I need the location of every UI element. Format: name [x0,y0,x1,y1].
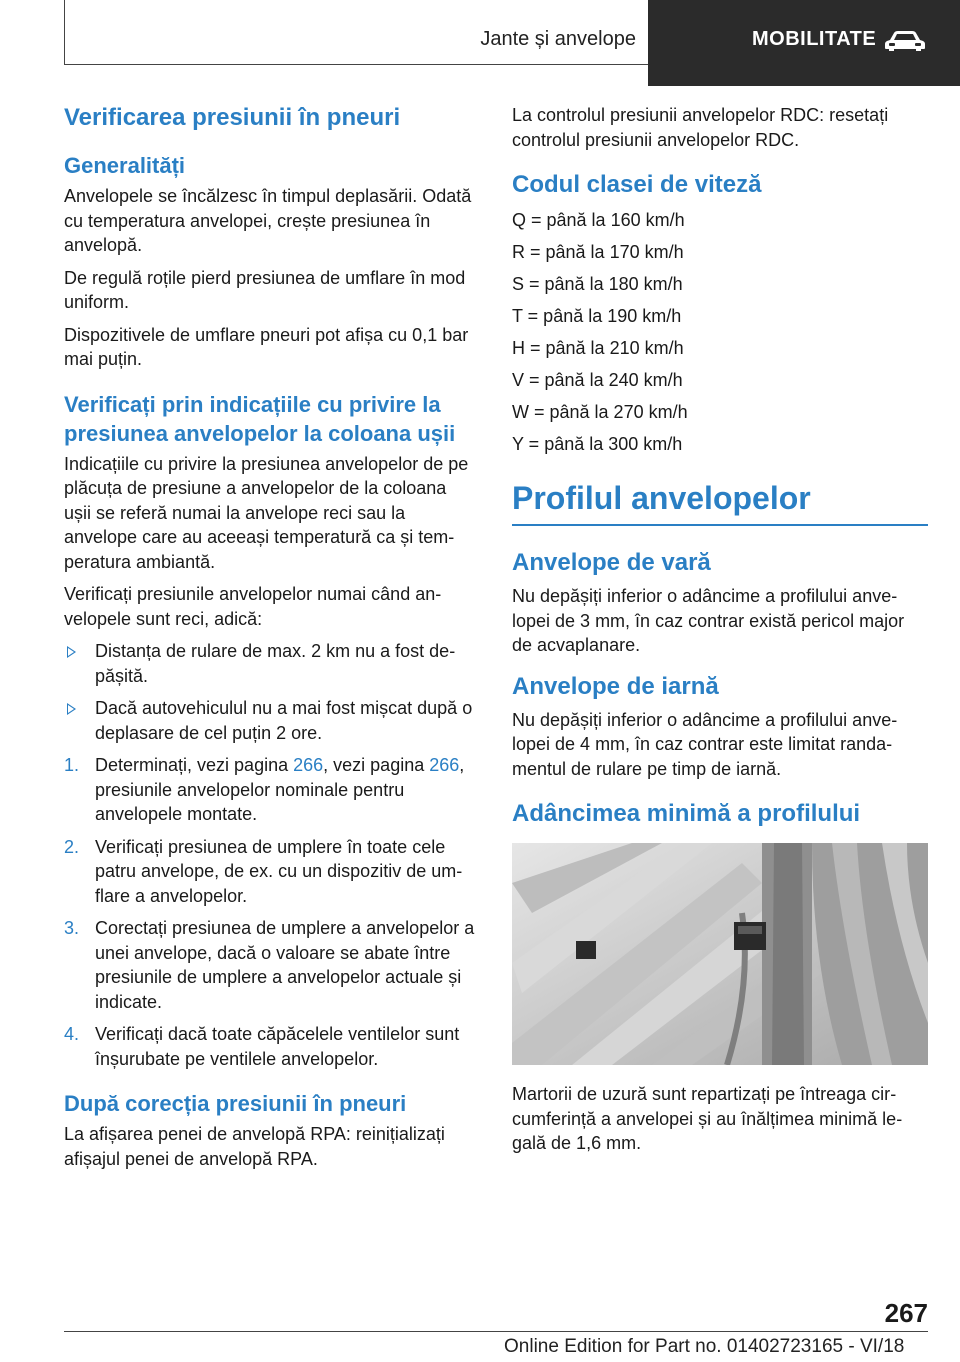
paragraph: Anvelopele se încălzesc în timpul deplasării. Odată cu temperatura anvelopei, crește presiunea în anvelopă. [64,186,472,255]
header-left-rule [64,0,65,65]
footer-rule [64,1331,928,1332]
bullet-item [64,696,476,745]
figure-caption: Martorii de uzură sunt repartizați pe întreaga circumferință a anvelopei și au înălțimea minimă legală de 1,6 mm. [512,1084,903,1153]
step-item [64,1022,476,1071]
step-text: Determinați, vezi pagina [95,755,294,775]
speed-heading: Codul clasei de viteză [512,171,762,198]
step-text: Verificați presiunea de umplere în toate cele patru anvelope, de ex. cu un dispozitiv de umflare a anvelopelor. [95,836,463,906]
summer-heading: Anvelope de vară [512,549,711,576]
speed-line: Y = până la 300 km/h [512,434,683,454]
step-text: , presiunile anvelopelor nominale pentru anvelopele montate. [95,755,465,824]
left-column [64,103,476,1171]
step-item [64,835,476,909]
speed-line: V = până la 240 km/h [512,370,683,390]
paragraph: Nu depășiți inferior o adâncime a profilului anvelopei de 4 mm, în caz contrar este limitat randamentul de rulare pe timp de iarnă. [512,709,898,779]
section-title: Jante și anvelope [480,28,636,50]
paragraph: Dispozitivele de umflare pneuri pot afișa cu 0,1 bar mai puțin. [64,324,469,369]
step-number: 2. [64,836,80,857]
profile-heading-rule [512,524,928,526]
step-text: Verificați dacă toate căpăcelele ventilelor sunt înșurubate pe ventilele anvelopelor. [95,1024,460,1069]
paragraph: La afișarea penei de anvelopă RPA: reinițializați afișajul penei de anvelopă RPA. [64,1124,445,1169]
chapter-tab-label: MOBILITATE [752,28,877,50]
edition-note: Online Edition for Part no. 01402723165 - VI/18 [504,1336,905,1357]
paragraph: De regulă roțile pierd presiunea de umflare în mod uniform. [64,267,466,312]
speed-line: H = până la 210 km/h [512,338,684,358]
speed-line: T = până la 190 km/h [512,306,682,326]
after-correction-heading: După corecția presiunii în pneuri [64,1091,407,1116]
check-heading: Verificați prin indicațiile cu privire la presiunea anvelopelor la coloana ușii [64,391,456,446]
step-item [64,916,476,1014]
step-number: 3. [64,918,80,938]
bullet-triangle-icon [67,703,76,715]
profile-heading: Profilul anvelopelor [512,480,811,516]
min-depth-heading: Adâncimea minimă a profilului [512,800,861,827]
speed-line: Q = până la 160 km/h [512,210,685,230]
tire-tread-image [512,843,928,1065]
speed-line: R = până la 170 km/h [512,242,684,262]
section-heading: Verificarea presiunii în pneuri [64,104,401,131]
step-text: Corectați presiunea de umplere a anvelopelor a unei anvelope, dacă o valoare se abate între presiunile de umplere a anvelopelor actuale și indicate. [95,918,475,1012]
bullet-item [64,639,476,688]
speed-line: S = până la 180 km/h [512,274,683,294]
speed-line: W = până la 270 km/h [512,402,688,422]
page-link[interactable]: 266 [293,755,324,775]
right-column [512,103,928,1156]
bullet-triangle-icon [67,646,76,658]
header-bottom-rule [64,64,648,65]
general-heading: Generalități [64,153,186,178]
step-text: , vezi pagina [323,755,430,775]
step-number: 1. [64,755,80,775]
page-number: 267 [884,1298,928,1328]
paragraph: Indicațiile cu privire la presiunea anvelopelor de pe plăcuța de presiune a anvelopelor de la coloana ușii se referă numai la anvelope reci sau la anvelope care au aceeași temperatură ca și temperatura ambiantă. [64,453,469,572]
step-number: 4. [64,1024,80,1044]
step-item [64,753,476,827]
paragraph: Verificați presiunile anvelopelor numai când anvelopele sunt reci, adică: [64,584,442,629]
paragraph: Nu depășiți inferior o adâncime a profilului anvelopei de 3 mm, în caz contrar există pericol major de acvaplanare. [512,586,905,655]
paragraph: La controlul presiunii anvelopelor RDC: resetați controlul presiunii anvelopelor RDC. [512,105,889,150]
bullet-text: Dacă autovehiculul nu a mai fost mișcat după o deplasare de cel puțin 2 ore. [95,698,473,743]
winter-heading: Anvelope de iarnă [512,672,719,700]
page-link[interactable]: 266 [429,755,460,775]
bullet-text: Distanța de rulare de max. 2 km nu a fost depășită. [95,641,456,686]
car-icon [884,30,926,52]
